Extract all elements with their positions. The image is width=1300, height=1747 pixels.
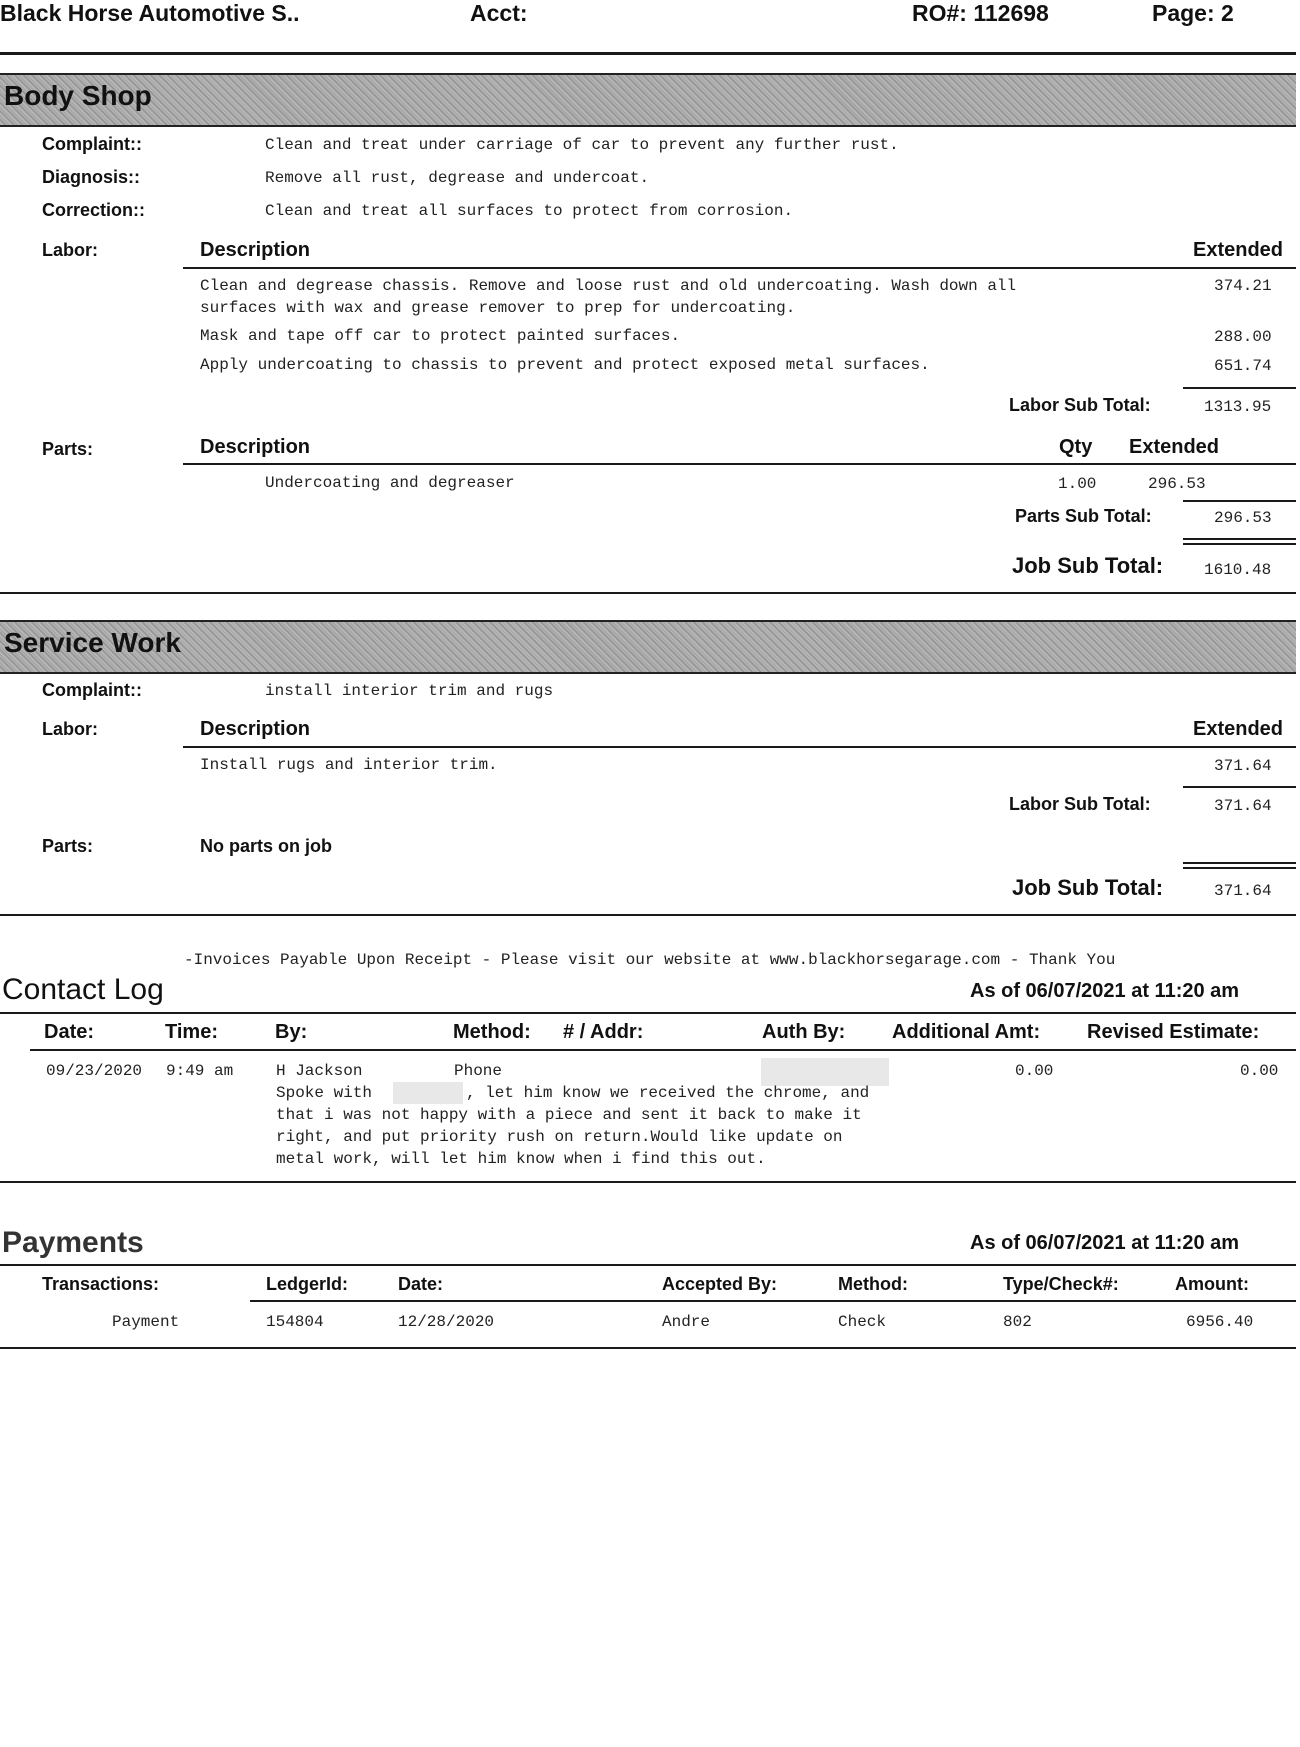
labor-subtotal-label: Labor Sub Total: <box>1009 395 1151 415</box>
labor-line-1a: Clean and degrease chassis. Remove and loose rust and old undercoating. Wash down all <box>200 277 1017 295</box>
diagnosis-label: Diagnosis:: <box>42 167 141 187</box>
payments-header-rule <box>250 1300 1296 1302</box>
payment-date: 12/28/2020 <box>398 1313 495 1331</box>
payments-top-rule <box>0 1264 1296 1266</box>
complaint-text: Clean and treat under carriage of car to prevent any further rust. <box>265 136 899 154</box>
account-label: Acct: <box>470 0 528 26</box>
payment-accepted-by: Andre <box>662 1313 711 1331</box>
contact-time-header: Time: <box>165 1021 218 1043</box>
contact-note-line-4: metal work, will let him know when i find this out. <box>276 1150 766 1168</box>
contact-note-line-1a: Spoke with <box>276 1084 373 1102</box>
no-parts-text: No parts on job <box>200 836 332 856</box>
contact-revised-header: Revised Estimate: <box>1087 1021 1260 1043</box>
labor-line-2: Mask and tape off car to protect painted surfaces. <box>200 327 681 345</box>
ro-number: RO#: 112698 <box>912 0 1049 26</box>
part-qty: 1.00 <box>1058 475 1097 493</box>
correction-text: Clean and treat all surfaces to protect from corrosion. <box>265 202 794 220</box>
contact-log-top-rule <box>0 1012 1296 1014</box>
service-work-end-rule <box>0 914 1296 916</box>
page-number: Page: 2 <box>1152 0 1234 26</box>
labor-amount-2: 288.00 <box>1214 328 1272 346</box>
payments-as-of: As of 06/07/2021 at 11:20 am <box>970 1232 1240 1254</box>
service-job-subtotal-label: Job Sub Total: <box>1012 875 1164 900</box>
payments-accepted-header: Accepted By: <box>662 1274 778 1294</box>
contact-log-bottom-rule <box>0 1181 1296 1183</box>
body-shop-title: Body Shop <box>4 80 152 111</box>
parts-subtotal-value: 296.53 <box>1214 509 1272 527</box>
labor-description-header: Description <box>200 239 311 261</box>
service-job-rule-bottom <box>1183 867 1296 869</box>
service-labor-subtotal-label: Labor Sub Total: <box>1009 794 1151 814</box>
parts-label: Parts: <box>42 439 94 459</box>
service-parts-label: Parts: <box>42 836 94 856</box>
service-labor-rule <box>183 746 1296 748</box>
job-subtotal-rule-bottom <box>1183 543 1296 545</box>
service-labor-label: Labor: <box>42 719 98 739</box>
parts-subtotal-label: Parts Sub Total: <box>1015 506 1152 526</box>
parts-extended-header: Extended <box>1129 436 1220 458</box>
labor-label: Labor: <box>42 240 98 260</box>
contact-note-line-1b: , let him know we received the chrome, and <box>466 1084 870 1102</box>
header-rule <box>0 52 1296 55</box>
payment-transaction: Payment <box>112 1313 180 1331</box>
parts-header-rule <box>183 463 1296 465</box>
parts-qty-header: Qty <box>1059 436 1093 458</box>
payment-type-check: 802 <box>1003 1313 1032 1331</box>
service-subtotal-rule <box>1183 786 1296 788</box>
labor-extended-header: Extended <box>1193 239 1284 261</box>
contact-log-title: Contact Log <box>2 973 164 1006</box>
service-labor-amount: 371.64 <box>1214 757 1272 775</box>
service-complaint-text: install interior trim and rugs <box>265 682 554 700</box>
service-description-header: Description <box>200 718 311 740</box>
job-subtotal-value: 1610.48 <box>1204 561 1272 579</box>
labor-line-1b: surfaces with wax and grease remover to prep for undercoating. <box>200 299 796 317</box>
contact-entry-revised: 0.00 <box>1240 1062 1279 1080</box>
diagnosis-text: Remove all rust, degrease and undercoat. <box>265 169 650 187</box>
service-work-title: Service Work <box>4 627 181 658</box>
contact-date-header: Date: <box>44 1021 95 1043</box>
parts-amount-rule <box>1183 500 1296 502</box>
contact-log-as-of: As of 06/07/2021 at 11:20 am <box>970 980 1240 1002</box>
contact-entry-method: Phone <box>454 1062 503 1080</box>
part-description: Undercoating and degreaser <box>265 474 515 492</box>
contact-addr-header: # / Addr: <box>563 1021 644 1043</box>
contact-additional-header: Additional Amt: <box>892 1021 1041 1043</box>
contact-note-line-2: that i was not happy with a piece and sent it back to make it <box>276 1106 862 1124</box>
labor-subtotal-value: 1313.95 <box>1204 398 1272 416</box>
labor-amount-1: 374.21 <box>1214 277 1272 295</box>
contact-entry-additional: 0.00 <box>1015 1062 1054 1080</box>
service-work-band <box>0 620 1296 674</box>
payment-amount: 6956.40 <box>1186 1313 1254 1331</box>
contact-entry-date: 09/23/2020 <box>46 1062 143 1080</box>
complaint-label: Complaint:: <box>42 134 142 154</box>
contact-entry-time: 9:49 am <box>166 1062 234 1080</box>
contact-auth-header: Auth By: <box>762 1021 846 1043</box>
job-subtotal-label: Job Sub Total: <box>1012 553 1164 578</box>
part-amount: 296.53 <box>1148 475 1206 493</box>
payments-title: Payments <box>2 1226 144 1259</box>
payments-amount-header: Amount: <box>1175 1274 1249 1294</box>
payments-date-header: Date: <box>398 1274 444 1294</box>
labor-line-3: Apply undercoating to chassis to prevent and protect exposed metal surfaces. <box>200 356 930 374</box>
service-job-rule-top <box>1183 862 1296 864</box>
service-extended-header: Extended <box>1193 718 1284 740</box>
contact-entry-by: H Jackson <box>276 1062 363 1080</box>
payments-bottom-rule <box>0 1347 1296 1349</box>
job-subtotal-rule-top <box>1183 538 1296 540</box>
labor-subtotal-rule <box>1183 387 1296 389</box>
contact-header-rule <box>30 1049 1296 1051</box>
payments-ledger-header: LedgerId: <box>266 1274 349 1294</box>
service-complaint-label: Complaint:: <box>42 680 142 700</box>
payment-method: Check <box>838 1313 887 1331</box>
shop-name: Black Horse Automotive S.. <box>0 0 300 26</box>
payments-type-header: Type/Check#: <box>1003 1274 1119 1294</box>
redacted-contact-name <box>393 1082 463 1104</box>
body-shop-end-rule <box>0 592 1296 594</box>
correction-label: Correction:: <box>42 200 145 220</box>
service-labor-subtotal-value: 371.64 <box>1214 797 1272 815</box>
contact-method-header: Method: <box>453 1021 531 1043</box>
contact-note-line-3: right, and put priority rush on return.Would like update on <box>276 1128 843 1146</box>
labor-amount-3: 651.74 <box>1214 357 1272 375</box>
payments-method-header: Method: <box>838 1274 908 1294</box>
parts-description-header: Description <box>200 436 311 458</box>
redacted-auth-by <box>761 1058 889 1086</box>
labor-header-rule <box>183 267 1296 269</box>
invoice-footer-note: -Invoices Payable Upon Receipt - Please visit our website at www.blackhorsegarage.com - Thank You <box>184 951 1116 969</box>
body-shop-band <box>0 73 1296 127</box>
service-labor-line: Install rugs and interior trim. <box>200 756 498 774</box>
contact-by-header: By: <box>275 1021 308 1043</box>
payment-ledger-id: 154804 <box>266 1313 324 1331</box>
service-job-subtotal-value: 371.64 <box>1214 882 1272 900</box>
payments-transactions-header: Transactions: <box>42 1274 160 1294</box>
